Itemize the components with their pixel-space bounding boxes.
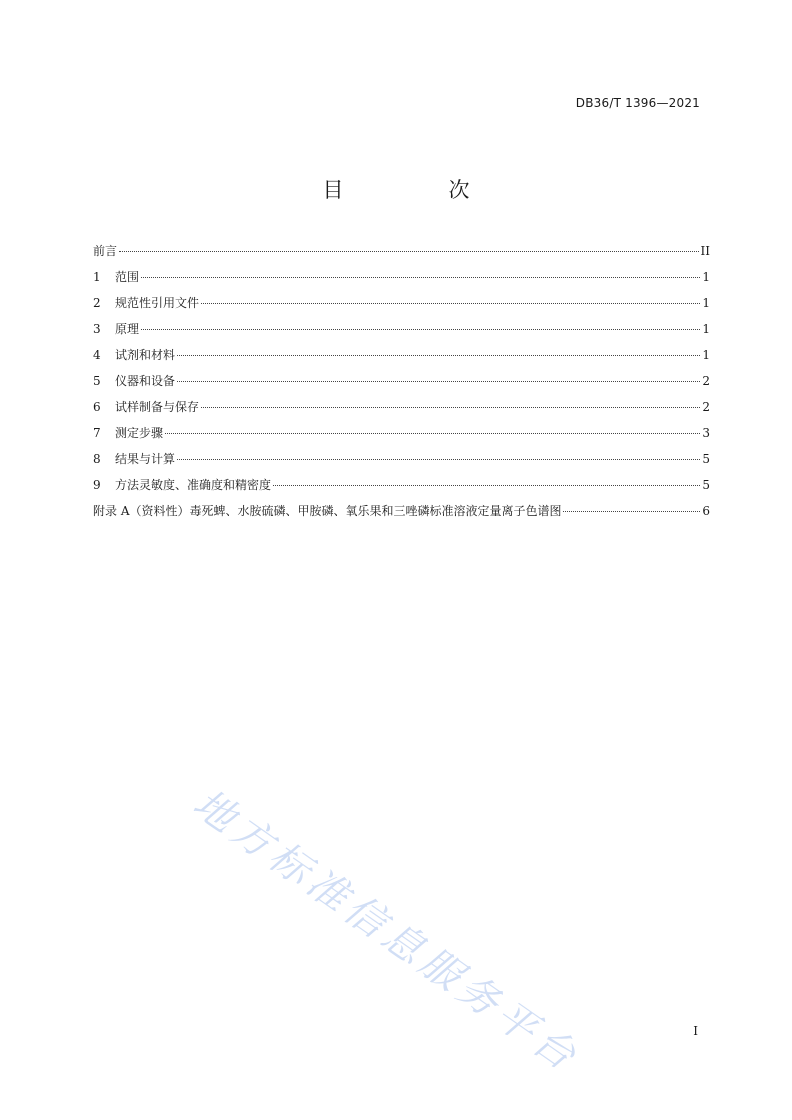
toc-dot-leader xyxy=(119,251,699,252)
toc-entry-1[interactable] xyxy=(93,264,710,290)
toc-entry-page: 2 xyxy=(702,400,710,414)
table-of-contents xyxy=(93,238,710,524)
toc-entry-4[interactable] xyxy=(93,342,710,368)
toc-entry-page: 5 xyxy=(702,478,710,492)
toc-entry-number: 5 xyxy=(93,374,101,388)
toc-entry-label: 规范性引用文件 xyxy=(115,296,200,310)
toc-entry-page: 1 xyxy=(702,348,710,362)
toc-entry-number: 7 xyxy=(93,426,101,440)
toc-dot-leader xyxy=(177,355,700,356)
toc-entry-label: 仪器和设备 xyxy=(115,374,176,388)
toc-entry-foreword[interactable] xyxy=(93,238,710,264)
toc-entry-number: 6 xyxy=(93,400,101,414)
toc-dot-leader xyxy=(141,329,700,330)
watermark: 地方标准信息服务平台 xyxy=(184,780,588,1083)
toc-dot-leader xyxy=(563,511,700,512)
toc-entry-page: 1 xyxy=(702,296,710,310)
toc-entry-6[interactable] xyxy=(93,394,710,420)
toc-entry-number: 9 xyxy=(93,478,101,492)
toc-entry-page: 5 xyxy=(702,452,710,466)
toc-entry-label: 前言 xyxy=(93,244,118,258)
page-title: 目 次 xyxy=(322,178,512,202)
toc-dot-leader xyxy=(273,485,700,486)
toc-entry-page: 1 xyxy=(702,270,710,284)
page-number: I xyxy=(693,1024,698,1038)
toc-dot-leader xyxy=(177,381,700,382)
toc-entry-page: 3 xyxy=(702,426,710,440)
toc-entry-label: 试剂和材料 xyxy=(115,348,176,362)
toc-entry-3[interactable] xyxy=(93,316,710,342)
toc-entry-label: 范围 xyxy=(115,270,140,284)
toc-dot-leader xyxy=(201,303,700,304)
toc-entry-number: 3 xyxy=(93,322,101,336)
toc-entry-8[interactable] xyxy=(93,446,710,472)
toc-entry-label: 试样制备与保存 xyxy=(115,400,200,414)
toc-entry-label: 测定步骤 xyxy=(115,426,164,440)
toc-entry-2[interactable] xyxy=(93,290,710,316)
standard-code: DB36/T 1396—2021 xyxy=(575,96,700,110)
toc-dot-leader xyxy=(201,407,700,408)
toc-dot-leader xyxy=(165,433,700,434)
toc-entry-appendix-a[interactable] xyxy=(93,498,710,524)
toc-entry-number: 2 xyxy=(93,296,101,310)
toc-dot-leader xyxy=(177,459,700,460)
toc-entry-9[interactable] xyxy=(93,472,710,498)
toc-entry-page: II xyxy=(700,244,710,258)
toc-entry-label: 原理 xyxy=(115,322,140,336)
toc-entry-number: 4 xyxy=(93,348,101,362)
toc-dot-leader xyxy=(141,277,700,278)
toc-entry-page: 2 xyxy=(702,374,710,388)
toc-entry-page: 1 xyxy=(702,322,710,336)
toc-entry-number: 1 xyxy=(93,270,101,284)
toc-entry-number: 8 xyxy=(93,452,101,466)
toc-entry-label: 方法灵敏度、准确度和精密度 xyxy=(115,478,272,492)
toc-entry-5[interactable] xyxy=(93,368,710,394)
toc-entry-label: 结果与计算 xyxy=(115,452,176,466)
toc-entry-page: 6 xyxy=(702,504,710,518)
toc-entry-label: 附录 A（资料性）毒死蜱、水胺硫磷、甲胺磷、氧乐果和三唑磷标准溶液定量离子色谱图 xyxy=(93,504,562,518)
toc-entry-7[interactable] xyxy=(93,420,710,446)
